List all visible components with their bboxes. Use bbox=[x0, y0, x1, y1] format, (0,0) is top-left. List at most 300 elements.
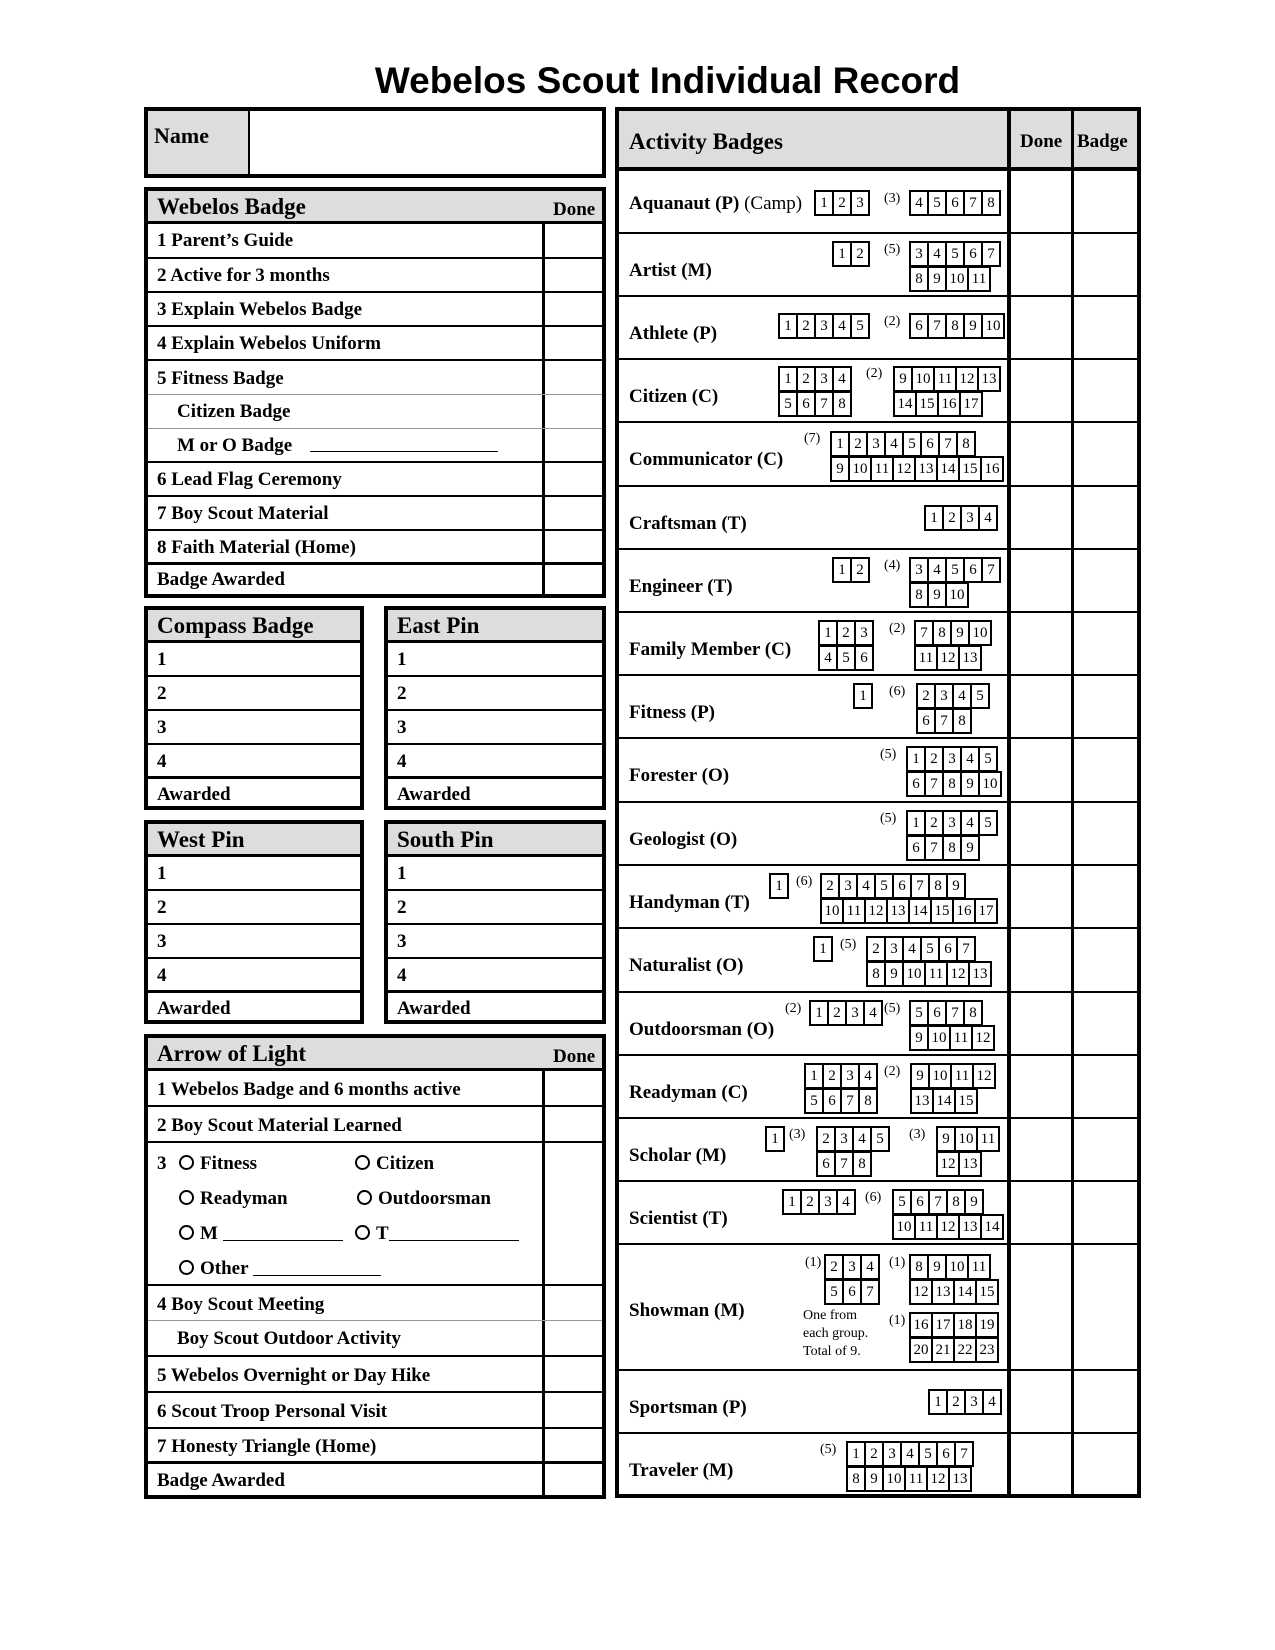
requirement-checkbox[interactable]: 5 bbox=[980, 748, 998, 772]
requirement-checkbox[interactable]: 6 bbox=[908, 773, 926, 797]
requirement-checkbox[interactable]: 11 bbox=[916, 647, 938, 671]
activity-done-cell[interactable] bbox=[1011, 1434, 1071, 1496]
requirement-checkbox[interactable]: 3 bbox=[966, 1391, 984, 1415]
requirement-checkbox[interactable]: 6 bbox=[965, 243, 983, 267]
requirement-checkbox[interactable]: 1 bbox=[834, 243, 852, 267]
requirement-checkbox[interactable]: 4 bbox=[962, 812, 980, 836]
south-awarded-row[interactable] bbox=[388, 993, 602, 1023]
activity-done-cell[interactable] bbox=[1011, 929, 1071, 991]
name-field[interactable] bbox=[250, 111, 602, 174]
requirement-checkbox[interactable]: 5 bbox=[826, 1281, 844, 1305]
requirement-checkbox[interactable]: 4 bbox=[980, 507, 998, 531]
activity-done-cell[interactable] bbox=[1011, 1056, 1071, 1117]
arrow-row[interactable] bbox=[148, 1071, 602, 1107]
requirement-checkbox[interactable]: 1 bbox=[832, 433, 850, 457]
requirement-checkbox[interactable]: 12 bbox=[948, 963, 970, 987]
requirement-checkbox[interactable]: 1 bbox=[780, 368, 798, 392]
compass-row[interactable] bbox=[148, 745, 360, 779]
requirement-checkbox[interactable]: 21 bbox=[933, 1339, 955, 1363]
arrow-row[interactable] bbox=[148, 1429, 602, 1464]
requirement-checkbox[interactable]: 7 bbox=[940, 433, 958, 457]
requirement-checkbox[interactable]: 4 bbox=[904, 938, 922, 962]
webelos-row[interactable] bbox=[148, 463, 602, 497]
activity-badge-cell[interactable] bbox=[1074, 866, 1137, 927]
requirement-checkbox[interactable]: 7 bbox=[929, 315, 947, 339]
west-row[interactable] bbox=[148, 891, 360, 925]
requirement-checkbox[interactable]: 15 bbox=[932, 900, 954, 924]
requirement-checkbox[interactable]: 8 bbox=[934, 622, 952, 646]
requirement-checkbox[interactable]: 5 bbox=[922, 938, 940, 962]
west-row[interactable] bbox=[148, 925, 360, 959]
webelos-row[interactable] bbox=[148, 224, 602, 259]
requirement-checkbox[interactable]: 3 bbox=[844, 1256, 862, 1280]
requirement-checkbox[interactable]: 4 bbox=[886, 433, 904, 457]
requirement-checkbox[interactable]: 17 bbox=[933, 1314, 955, 1338]
requirement-checkbox[interactable]: 16 bbox=[911, 1314, 933, 1338]
activity-done-cell[interactable] bbox=[1011, 739, 1071, 801]
requirement-checkbox[interactable]: 1 bbox=[848, 1443, 866, 1467]
requirement-checkbox[interactable]: 4 bbox=[820, 647, 838, 671]
requirement-checkbox[interactable]: 9 bbox=[929, 584, 947, 608]
webelos-awarded-row[interactable] bbox=[148, 565, 602, 595]
requirement-checkbox[interactable]: 1 bbox=[771, 875, 789, 899]
activity-done-cell[interactable] bbox=[1011, 613, 1071, 674]
requirement-checkbox[interactable]: 3 bbox=[911, 559, 929, 583]
option-readyman[interactable]: Readyman bbox=[179, 1188, 288, 1210]
requirement-checkbox[interactable]: 7 bbox=[816, 393, 834, 417]
activity-badge-cell[interactable] bbox=[1074, 487, 1137, 548]
requirement-checkbox[interactable]: 2 bbox=[868, 938, 886, 962]
requirement-checkbox[interactable]: 2 bbox=[866, 1443, 884, 1467]
requirement-checkbox[interactable]: 8 bbox=[860, 1090, 878, 1114]
requirement-checkbox[interactable]: 3 bbox=[847, 1002, 865, 1026]
requirement-checkbox[interactable]: 5 bbox=[980, 812, 998, 836]
requirement-checkbox[interactable]: 5 bbox=[872, 1128, 890, 1152]
webelos-row[interactable] bbox=[148, 497, 602, 531]
activity-done-cell[interactable] bbox=[1011, 1119, 1071, 1180]
requirement-checkbox[interactable]: 4 bbox=[834, 368, 852, 392]
requirement-checkbox[interactable]: 13 bbox=[950, 1468, 972, 1492]
arrow-awarded-row[interactable] bbox=[148, 1464, 602, 1497]
requirement-checkbox[interactable]: 9 bbox=[929, 1256, 947, 1280]
activity-badge-cell[interactable] bbox=[1074, 1119, 1137, 1180]
activity-badge-cell[interactable] bbox=[1074, 1245, 1137, 1369]
requirement-checkbox[interactable]: 10 bbox=[956, 1128, 978, 1152]
requirement-checkbox[interactable]: 4 bbox=[854, 1128, 872, 1152]
requirement-checkbox[interactable]: 8 bbox=[848, 1468, 866, 1492]
requirement-checkbox[interactable]: 17 bbox=[961, 393, 983, 417]
requirement-checkbox[interactable]: 11 bbox=[872, 458, 894, 482]
requirement-checkbox[interactable]: 13 bbox=[912, 1090, 934, 1114]
requirement-checkbox[interactable]: 5 bbox=[947, 559, 965, 583]
webelos-row[interactable] bbox=[148, 429, 602, 463]
requirement-checkbox[interactable]: 1 bbox=[784, 1191, 802, 1215]
requirement-checkbox[interactable]: 13 bbox=[888, 900, 910, 924]
activity-done-cell[interactable] bbox=[1011, 550, 1071, 611]
activity-badge-cell[interactable] bbox=[1074, 1371, 1137, 1432]
requirement-checkbox[interactable]: 4 bbox=[838, 1191, 856, 1215]
requirement-checkbox[interactable]: 6 bbox=[908, 837, 926, 861]
activity-badge-cell[interactable] bbox=[1074, 550, 1137, 611]
webelos-row[interactable] bbox=[148, 361, 602, 395]
requirement-checkbox[interactable]: 10 bbox=[947, 1256, 969, 1280]
webelos-row[interactable] bbox=[148, 531, 602, 565]
requirement-checkbox[interactable]: 4 bbox=[862, 1256, 880, 1280]
webelos-row[interactable] bbox=[148, 327, 602, 361]
requirement-checkbox[interactable]: 3 bbox=[852, 192, 870, 216]
requirement-checkbox[interactable]: 12 bbox=[973, 1027, 995, 1051]
requirement-checkbox[interactable]: 7 bbox=[956, 1443, 974, 1467]
requirement-checkbox[interactable]: 5 bbox=[920, 1443, 938, 1467]
requirement-checkbox[interactable]: 5 bbox=[894, 1191, 912, 1215]
requirement-checkbox[interactable]: 6 bbox=[965, 559, 983, 583]
requirement-checkbox[interactable]: 15 bbox=[960, 458, 982, 482]
requirement-checkbox[interactable]: 8 bbox=[948, 1191, 966, 1215]
t-blank[interactable] bbox=[389, 1240, 519, 1241]
requirement-checkbox[interactable]: 18 bbox=[955, 1314, 977, 1338]
requirement-checkbox[interactable]: 5 bbox=[806, 1090, 824, 1114]
activity-done-cell[interactable] bbox=[1011, 866, 1071, 927]
requirement-checkbox[interactable]: 9 bbox=[832, 458, 850, 482]
activity-done-cell[interactable] bbox=[1011, 171, 1071, 232]
requirement-checkbox[interactable]: 8 bbox=[954, 710, 972, 734]
requirement-checkbox[interactable]: 5 bbox=[972, 685, 990, 709]
requirement-checkbox[interactable]: 3 bbox=[836, 1128, 854, 1152]
requirement-checkbox[interactable]: 3 bbox=[884, 1443, 902, 1467]
requirement-checkbox[interactable]: 9 bbox=[962, 773, 980, 797]
activity-done-cell[interactable] bbox=[1011, 803, 1071, 864]
activity-badge-cell[interactable] bbox=[1074, 171, 1137, 232]
requirement-checkbox[interactable]: 5 bbox=[780, 393, 798, 417]
requirement-checkbox[interactable]: 14 bbox=[934, 1090, 956, 1114]
requirement-checkbox[interactable]: 6 bbox=[856, 647, 874, 671]
requirement-checkbox[interactable]: 11 bbox=[978, 1128, 1000, 1152]
webelos-row[interactable] bbox=[148, 259, 602, 293]
activity-badge-cell[interactable] bbox=[1074, 676, 1137, 737]
requirement-checkbox[interactable]: 13 bbox=[933, 1281, 955, 1305]
requirement-checkbox[interactable]: 6 bbox=[844, 1281, 862, 1305]
requirement-checkbox[interactable]: 12 bbox=[938, 647, 960, 671]
requirement-checkbox[interactable]: 15 bbox=[956, 1090, 978, 1114]
requirement-checkbox[interactable]: 5 bbox=[904, 433, 922, 457]
requirement-checkbox[interactable]: 2 bbox=[824, 1065, 842, 1089]
activity-badge-cell[interactable] bbox=[1074, 234, 1137, 295]
requirement-checkbox[interactable]: 7 bbox=[912, 875, 930, 899]
activity-badge-cell[interactable] bbox=[1074, 1056, 1137, 1117]
requirement-checkbox[interactable]: 1 bbox=[855, 685, 873, 709]
requirement-checkbox[interactable]: 6 bbox=[918, 710, 936, 734]
requirement-checkbox[interactable]: 2 bbox=[926, 748, 944, 772]
requirement-checkbox[interactable]: 3 bbox=[936, 685, 954, 709]
requirement-checkbox[interactable]: 6 bbox=[947, 192, 965, 216]
requirement-checkbox[interactable]: 11 bbox=[969, 1256, 991, 1280]
requirement-checkbox[interactable]: 7 bbox=[983, 559, 1001, 583]
option-citizen[interactable]: Citizen bbox=[355, 1153, 434, 1175]
requirement-checkbox[interactable]: 7 bbox=[842, 1090, 860, 1114]
requirement-checkbox[interactable]: 3 bbox=[840, 875, 858, 899]
requirement-checkbox[interactable]: 2 bbox=[948, 1391, 966, 1415]
requirement-checkbox[interactable]: 3 bbox=[820, 1191, 838, 1215]
activity-badge-cell[interactable] bbox=[1074, 739, 1137, 801]
activity-done-cell[interactable] bbox=[1011, 993, 1071, 1054]
requirement-checkbox[interactable]: 10 bbox=[983, 315, 1005, 339]
activity-badge-cell[interactable] bbox=[1074, 929, 1137, 991]
requirement-checkbox[interactable]: 2 bbox=[826, 1256, 844, 1280]
requirement-checkbox[interactable]: 10 bbox=[929, 1027, 951, 1051]
requirement-checkbox[interactable]: 22 bbox=[955, 1339, 977, 1363]
requirement-checkbox[interactable]: 23 bbox=[977, 1339, 999, 1363]
requirement-checkbox[interactable]: 8 bbox=[944, 837, 962, 861]
requirement-checkbox[interactable]: 3 bbox=[911, 243, 929, 267]
requirement-checkbox[interactable]: 4 bbox=[929, 559, 947, 583]
requirement-checkbox[interactable]: 10 bbox=[970, 622, 992, 646]
activity-badge-cell[interactable] bbox=[1074, 1182, 1137, 1243]
activity-done-cell[interactable] bbox=[1011, 1371, 1071, 1432]
west-row[interactable] bbox=[148, 959, 360, 993]
compass-awarded-row[interactable] bbox=[148, 779, 360, 809]
requirement-checkbox[interactable]: 7 bbox=[916, 622, 934, 646]
requirement-checkbox[interactable]: 10 bbox=[930, 1065, 952, 1089]
requirement-checkbox[interactable]: 7 bbox=[958, 938, 976, 962]
requirement-checkbox[interactable]: 9 bbox=[912, 1065, 930, 1089]
requirement-checkbox[interactable]: 2 bbox=[838, 622, 856, 646]
requirement-checkbox[interactable]: 8 bbox=[911, 584, 929, 608]
requirement-checkbox[interactable]: 4 bbox=[984, 1391, 1002, 1415]
requirement-checkbox[interactable]: 19 bbox=[977, 1314, 999, 1338]
requirement-checkbox[interactable]: 13 bbox=[960, 1216, 982, 1240]
requirement-checkbox[interactable]: 10 bbox=[822, 900, 844, 924]
requirement-checkbox[interactable]: 6 bbox=[824, 1090, 842, 1114]
requirement-checkbox[interactable]: 7 bbox=[926, 837, 944, 861]
requirement-checkbox[interactable]: 10 bbox=[894, 1216, 916, 1240]
requirement-checkbox[interactable]: 1 bbox=[767, 1128, 785, 1152]
requirement-checkbox[interactable]: 9 bbox=[966, 1191, 984, 1215]
requirement-checkbox[interactable]: 1 bbox=[816, 192, 834, 216]
requirement-checkbox[interactable]: 10 bbox=[884, 1468, 906, 1492]
requirement-checkbox[interactable]: 7 bbox=[983, 243, 1001, 267]
requirement-checkbox[interactable]: 9 bbox=[886, 963, 904, 987]
requirement-checkbox[interactable]: 7 bbox=[930, 1191, 948, 1215]
requirement-checkbox[interactable]: 15 bbox=[917, 393, 939, 417]
requirement-checkbox[interactable]: 3 bbox=[944, 748, 962, 772]
arrow-row[interactable] bbox=[148, 1107, 602, 1143]
requirement-checkbox[interactable]: 20 bbox=[911, 1339, 933, 1363]
requirement-checkbox[interactable]: 2 bbox=[818, 1128, 836, 1152]
other-blank[interactable] bbox=[253, 1275, 381, 1276]
requirement-checkbox[interactable]: 9 bbox=[911, 1027, 929, 1051]
requirement-checkbox[interactable]: 12 bbox=[866, 900, 888, 924]
requirement-checkbox[interactable]: 7 bbox=[965, 192, 983, 216]
requirement-checkbox[interactable]: 15 bbox=[977, 1281, 999, 1305]
activity-badge-cell[interactable] bbox=[1074, 613, 1137, 674]
requirement-checkbox[interactable]: 11 bbox=[952, 1065, 974, 1089]
requirement-checkbox[interactable]: 3 bbox=[816, 368, 834, 392]
activity-done-cell[interactable] bbox=[1011, 297, 1071, 358]
requirement-checkbox[interactable]: 1 bbox=[820, 622, 838, 646]
requirement-checkbox[interactable]: 7 bbox=[936, 710, 954, 734]
requirement-checkbox[interactable]: 2 bbox=[829, 1002, 847, 1026]
requirement-checkbox[interactable]: 16 bbox=[954, 900, 976, 924]
requirement-checkbox[interactable]: 1 bbox=[926, 507, 944, 531]
requirement-checkbox[interactable]: 14 bbox=[982, 1216, 1004, 1240]
requirement-checkbox[interactable]: 12 bbox=[974, 1065, 996, 1089]
east-row[interactable] bbox=[388, 745, 602, 779]
activity-badge-cell[interactable] bbox=[1074, 297, 1137, 358]
requirement-checkbox[interactable]: 13 bbox=[970, 963, 992, 987]
requirement-checkbox[interactable]: 4 bbox=[929, 243, 947, 267]
option-other[interactable]: Other bbox=[179, 1258, 381, 1280]
east-awarded-row[interactable] bbox=[388, 779, 602, 809]
requirement-checkbox[interactable]: 3 bbox=[842, 1065, 860, 1089]
south-row[interactable] bbox=[388, 891, 602, 925]
arrow-row[interactable] bbox=[148, 1286, 602, 1321]
south-row[interactable] bbox=[388, 959, 602, 993]
east-row[interactable] bbox=[388, 677, 602, 711]
requirement-checkbox[interactable]: 6 bbox=[938, 1443, 956, 1467]
requirement-checkbox[interactable]: 13 bbox=[960, 1153, 982, 1177]
arrow-row[interactable] bbox=[148, 1357, 602, 1393]
requirement-checkbox[interactable]: 2 bbox=[850, 433, 868, 457]
requirement-checkbox[interactable]: 2 bbox=[798, 368, 816, 392]
requirement-checkbox[interactable]: 1 bbox=[811, 1002, 829, 1026]
requirement-checkbox[interactable]: 10 bbox=[947, 268, 969, 292]
requirement-checkbox[interactable]: 12 bbox=[894, 458, 916, 482]
requirement-checkbox[interactable]: 8 bbox=[958, 433, 976, 457]
south-row[interactable] bbox=[388, 925, 602, 959]
arrow-row[interactable] bbox=[148, 1321, 602, 1357]
requirement-checkbox[interactable]: 12 bbox=[957, 368, 979, 392]
activity-done-cell[interactable] bbox=[1011, 234, 1071, 295]
activity-done-cell[interactable] bbox=[1011, 1245, 1071, 1369]
requirement-checkbox[interactable]: 12 bbox=[911, 1281, 933, 1305]
activity-badge-cell[interactable] bbox=[1074, 423, 1137, 485]
activity-done-cell[interactable] bbox=[1011, 487, 1071, 548]
requirement-checkbox[interactable]: 4 bbox=[858, 875, 876, 899]
requirement-checkbox[interactable]: 5 bbox=[876, 875, 894, 899]
requirement-checkbox[interactable]: 4 bbox=[902, 1443, 920, 1467]
requirement-checkbox[interactable]: 6 bbox=[818, 1153, 836, 1177]
requirement-checkbox[interactable]: 2 bbox=[802, 1191, 820, 1215]
requirement-checkbox[interactable]: 6 bbox=[940, 938, 958, 962]
webelos-row[interactable] bbox=[148, 395, 602, 429]
requirement-checkbox[interactable]: 3 bbox=[944, 812, 962, 836]
requirement-checkbox[interactable]: 14 bbox=[938, 458, 960, 482]
requirement-checkbox[interactable]: 11 bbox=[906, 1468, 928, 1492]
requirement-checkbox[interactable]: 4 bbox=[860, 1065, 878, 1089]
requirement-checkbox[interactable]: 8 bbox=[983, 192, 1001, 216]
requirement-checkbox[interactable]: 5 bbox=[947, 243, 965, 267]
m-blank[interactable] bbox=[223, 1240, 343, 1241]
requirement-checkbox[interactable]: 14 bbox=[955, 1281, 977, 1305]
requirement-checkbox[interactable]: 1 bbox=[908, 748, 926, 772]
requirement-checkbox[interactable]: 6 bbox=[911, 315, 929, 339]
west-awarded-row[interactable] bbox=[148, 993, 360, 1023]
requirement-checkbox[interactable]: 10 bbox=[913, 368, 935, 392]
requirement-checkbox[interactable]: 2 bbox=[798, 315, 816, 339]
compass-row[interactable] bbox=[148, 643, 360, 677]
compass-row[interactable] bbox=[148, 711, 360, 745]
requirement-checkbox[interactable]: 2 bbox=[918, 685, 936, 709]
requirement-checkbox[interactable]: 7 bbox=[862, 1281, 880, 1305]
requirement-checkbox[interactable]: 4 bbox=[954, 685, 972, 709]
requirement-checkbox[interactable]: 9 bbox=[952, 622, 970, 646]
requirement-checkbox[interactable]: 13 bbox=[916, 458, 938, 482]
requirement-checkbox[interactable]: 8 bbox=[834, 393, 852, 417]
activity-done-cell[interactable] bbox=[1011, 360, 1071, 421]
activity-badge-cell[interactable] bbox=[1074, 993, 1137, 1054]
activity-badge-cell[interactable] bbox=[1074, 803, 1137, 864]
requirement-checkbox[interactable]: 7 bbox=[836, 1153, 854, 1177]
requirement-checkbox[interactable]: 12 bbox=[928, 1468, 950, 1492]
requirement-checkbox[interactable]: 7 bbox=[947, 1002, 965, 1026]
requirement-checkbox[interactable]: 5 bbox=[852, 315, 870, 339]
requirement-checkbox[interactable]: 6 bbox=[922, 433, 940, 457]
requirement-checkbox[interactable]: 11 bbox=[951, 1027, 973, 1051]
requirement-checkbox[interactable]: 2 bbox=[926, 812, 944, 836]
requirement-checkbox[interactable]: 1 bbox=[834, 559, 852, 583]
requirement-checkbox[interactable]: 2 bbox=[944, 507, 962, 531]
requirement-checkbox[interactable]: 3 bbox=[868, 433, 886, 457]
requirement-checkbox[interactable]: 14 bbox=[895, 393, 917, 417]
requirement-checkbox[interactable]: 14 bbox=[910, 900, 932, 924]
requirement-checkbox[interactable]: 5 bbox=[929, 192, 947, 216]
option-m[interactable]: M bbox=[179, 1223, 343, 1245]
requirement-checkbox[interactable]: 8 bbox=[947, 315, 965, 339]
requirement-checkbox[interactable]: 3 bbox=[886, 938, 904, 962]
activity-badge-cell[interactable] bbox=[1074, 360, 1137, 421]
requirement-checkbox[interactable]: 5 bbox=[838, 647, 856, 671]
option-outdoorsman[interactable]: Outdoorsman bbox=[357, 1188, 491, 1210]
requirement-checkbox[interactable]: 11 bbox=[969, 268, 991, 292]
requirement-checkbox[interactable]: 2 bbox=[852, 559, 870, 583]
requirement-checkbox[interactable]: 1 bbox=[930, 1391, 948, 1415]
east-row[interactable] bbox=[388, 643, 602, 677]
m-or-o-blank[interactable] bbox=[310, 451, 498, 452]
requirement-checkbox[interactable]: 12 bbox=[938, 1153, 960, 1177]
requirement-checkbox[interactable]: 4 bbox=[834, 315, 852, 339]
requirement-checkbox[interactable]: 8 bbox=[944, 773, 962, 797]
requirement-checkbox[interactable]: 16 bbox=[982, 458, 1004, 482]
requirement-checkbox[interactable]: 9 bbox=[962, 837, 980, 861]
requirement-checkbox[interactable]: 1 bbox=[815, 938, 833, 962]
requirement-checkbox[interactable]: 11 bbox=[916, 1216, 938, 1240]
webelos-row[interactable] bbox=[148, 293, 602, 327]
requirement-checkbox[interactable]: 3 bbox=[856, 622, 874, 646]
option-fitness[interactable]: Fitness bbox=[179, 1153, 257, 1175]
arrow-row[interactable] bbox=[148, 1393, 602, 1429]
requirement-checkbox[interactable]: 11 bbox=[844, 900, 866, 924]
option-t[interactable]: T bbox=[355, 1223, 519, 1245]
south-row[interactable] bbox=[388, 857, 602, 891]
requirement-checkbox[interactable]: 6 bbox=[912, 1191, 930, 1215]
activity-done-cell[interactable] bbox=[1011, 423, 1071, 485]
requirement-checkbox[interactable]: 10 bbox=[947, 584, 969, 608]
requirement-checkbox[interactable]: 10 bbox=[904, 963, 926, 987]
requirement-checkbox[interactable]: 3 bbox=[962, 507, 980, 531]
requirement-checkbox[interactable]: 11 bbox=[926, 963, 948, 987]
requirement-checkbox[interactable]: 17 bbox=[976, 900, 998, 924]
requirement-checkbox[interactable]: 9 bbox=[895, 368, 913, 392]
requirement-checkbox[interactable]: 2 bbox=[834, 192, 852, 216]
requirement-checkbox[interactable]: 8 bbox=[868, 963, 886, 987]
activity-done-cell[interactable] bbox=[1011, 676, 1071, 737]
requirement-checkbox[interactable]: 7 bbox=[926, 773, 944, 797]
requirement-checkbox[interactable]: 12 bbox=[938, 1216, 960, 1240]
requirement-checkbox[interactable]: 3 bbox=[816, 315, 834, 339]
requirement-checkbox[interactable]: 1 bbox=[806, 1065, 824, 1089]
requirement-checkbox[interactable]: 9 bbox=[965, 315, 983, 339]
requirement-checkbox[interactable]: 4 bbox=[911, 192, 929, 216]
